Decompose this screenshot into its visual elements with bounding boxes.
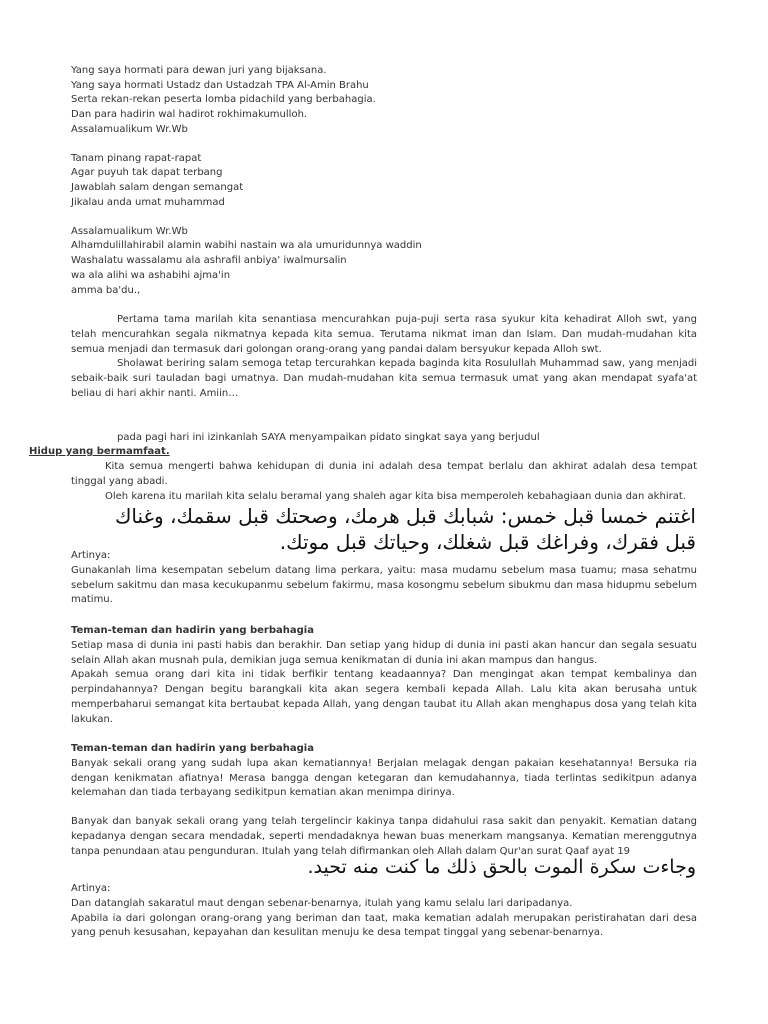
announcement: pada pagi hari ini izinkanlah SAYA menyampaikan pidato singkat saya yang berjudul xyxy=(117,432,540,443)
section-two-continued xyxy=(71,815,697,859)
body-section xyxy=(71,460,697,504)
opening-line: wa ala alihi wa ashabihi ajma'in xyxy=(71,270,231,281)
section-paragraph: Banyak dan banyak sekali orang yang telah tergelincir kakinya tanpa didahului rasa sakit dan penyakit. Kematian datang kepadanya dengan secara mendadak, seperti mendadaknya hewan buas menerkam mangsanya. Kematian merenggutnya tanpa penundaan atau pengunduran. Itulah yang telah difirmankan oleh Allah dalam Qur'an surat Qaaf ayat 19 xyxy=(71,816,697,857)
hadith-meaning: Gunakanlah lima kesempatan sebelum datang lima perkara, yaitu: masa mudamu sebelum masa tuamu; masa sehatmu sebelum sakitmu dan masa kecukupanmu sebelum fakirmu, masa kosongmu sebelum sibukmu dan masa hidupmu sebelum matimu. xyxy=(71,564,697,606)
pantun-line: Jawablah salam dengan semangat xyxy=(71,182,244,193)
opening-line: Alhamdulillahirabil alamin wabihi nastain wa ala umuridunnya waddin xyxy=(71,240,422,251)
body-paragraph: Kita semua mengerti bahwa kehidupan di dunia ini adalah desa tempat berlalu dan akhirat adalah desa tempat tinggal yang abadi. xyxy=(71,461,697,487)
quran-meaning-section xyxy=(71,882,697,941)
section-heading: Teman-teman dan hadirin yang berbahagia xyxy=(71,625,314,636)
closing-paragraph: Apabila ia dari golongan orang-orang yang beriman dan taat, maka kematian adalah merupakan peristirahatan dari desa yang penuh kesusahan, kepayahan dan kesulitan menuju ke desa tempat tinggal yang sebenar-benarnya. xyxy=(71,912,697,939)
intro-section xyxy=(71,313,697,402)
quran-meaning: Dan datanglah sakaratul maut dengan sebenar-benarnya, itulah yang kamu selalu lari daripadanya. xyxy=(71,897,573,909)
artinya-label: Artinya: xyxy=(71,883,111,894)
greeting-line: Yang saya hormati Ustadz dan Ustadzah TPA Al-Amin Brahu xyxy=(71,80,369,91)
greeting-line: Assalamualikum Wr.Wb xyxy=(71,124,188,135)
hadith-arabic-text: اغتنم خمسا قبل خمس: شبابك قبل هرمك، وصحتك قبل سقمك، وغناك قبل فقرك، وفراغك قبل شغلك، وحياتك قبل موتك. xyxy=(114,504,696,554)
section-two xyxy=(71,742,697,801)
opening-line: amma ba'du., xyxy=(71,285,141,296)
greeting-line: Serta rekan-rekan peserta lomba pidachild yang berbahagia. xyxy=(71,94,376,105)
hadith-meaning-section xyxy=(71,549,697,608)
quran-arabic-text: وجاءت سكرة الموت بالحق ذلك ما كنت منه تحيد. xyxy=(307,856,696,878)
body-paragraph: Oleh karena itu marilah kita selalu beramal yang shaleh agar kita bisa memperoleh kebahagiaan dunia dan akhirat. xyxy=(105,490,686,502)
pantun-line: Jikalau anda umat muhammad xyxy=(71,197,225,208)
intro-paragraph: Sholawat beriring salam semoga tetap tercurahkan kepada baginda kita Rosulullah Muhammad saw, yang menjadi sebaik-baik suri tauladan bagi umatnya. Dan mudah-mudahan kita semua termasuk umat yang akan mendapat syafa'at beliau di hari akhir nanti. Amiin… xyxy=(71,358,697,399)
section-one xyxy=(71,624,697,728)
section-paragraph: Banyak sekali orang yang sudah lupa akan kematiannya! Berjalan melagak dengan pakaian kesehatannya! Bersuka ria dengan kenikmatan afiatnya! Merasa bangga dengan ketegaran dan kemudahannya, tiada terlintas sedikitpun adanya kelemahan dan tiada terbayang sedikitpun kematian akan menimpa dirinya. xyxy=(71,757,697,799)
intro-paragraph: Pertama tama marilah kita senantiasa mencurahkan puja-puji serta rasa syukur kita kehadirat Alloh swt, yang telah mencurahkan segala nikmatnya kepada kita semua. Terutama nikmat iman dan Islam. Dan mudah-mudahan kita semua menjadi dan termasuk dari golongan orang-orang yang pandai dalam bersyukur kepada Alloh swt. xyxy=(71,314,697,355)
greeting-line: Yang saya hormati para dewan juri yang bijaksana. xyxy=(71,65,327,76)
section-paragraph: Apakah semua orang dari kita ini tidak berfikir tentang keadaannya? Dan mengingat akan tempat kembalinya dan perpindahannya? Dengan begitu barangkali kita akan segera kembali kepada Allah. Lalu kita akan berusaha untuk memperbaharui semangat kita bertaubat kepada Allah, yang dengan taubat itu Allah akan menghapus dosa yang telah kita lakukan. xyxy=(71,669,697,725)
section-paragraph: Setiap masa di dunia ini pasti habis dan berakhir. Dan setiap yang hidup di dunia ini pasti akan hancur dan segala sesuatu selain Allah akan musnah pula, demikian juga semua kenikmatan di dunia ini akan mampus dan hangus. xyxy=(71,639,697,666)
greeting-line: Dan para hadirin wal hadirot rokhimakumulloh. xyxy=(71,109,308,120)
pantun-line: Tanam pinang rapat-rapat xyxy=(71,153,202,164)
section-heading: Teman-teman dan hadirin yang berbahagia xyxy=(71,743,314,754)
opening-line: Assalamualikum Wr.Wb xyxy=(71,226,188,237)
artinya-label: Artinya: xyxy=(71,550,111,561)
speech-title: Hidup yang bermamfaat. xyxy=(29,446,170,457)
pantun-line: Agar puyuh tak dapat terbang xyxy=(71,167,223,178)
opening-line: Washalatu wassalamu ala ashrafil anbiya' iwalmursalin xyxy=(71,255,347,266)
